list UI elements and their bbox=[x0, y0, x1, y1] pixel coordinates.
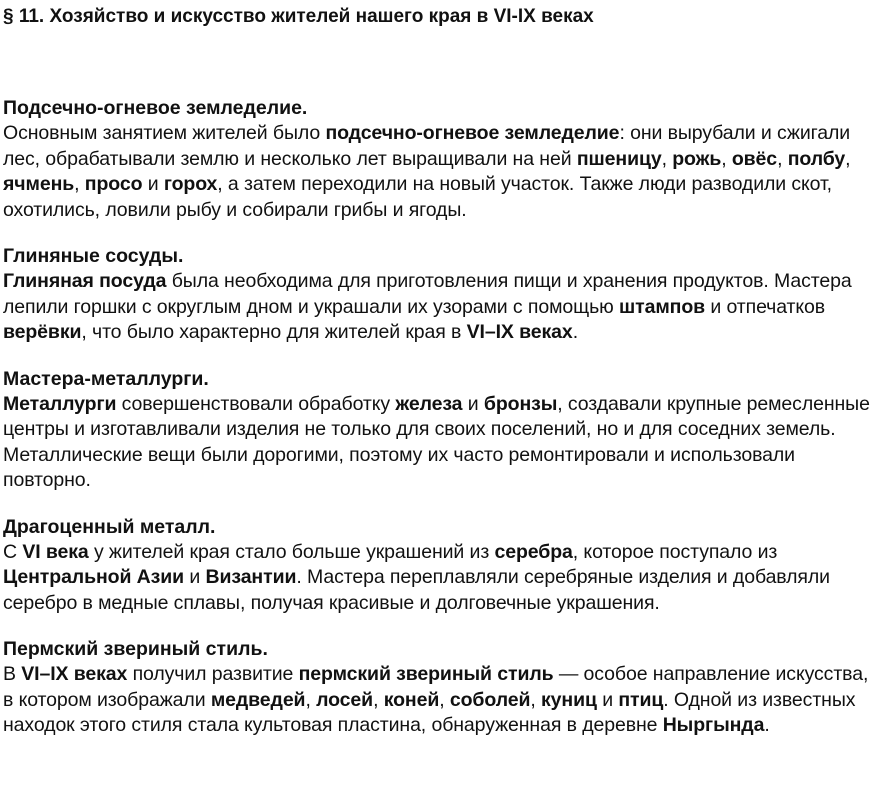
section-paragraph: Металлурги совершенствовали обработку железа и бронзы, создавали крупные ремесленные центры и изготавливали изделия не только для своих поселений, но и для соседних земель. Металлические вещи были дорогими, поэтому их часто ремонтировали и использовали повторно. bbox=[3, 392, 870, 491]
section bbox=[3, 367, 876, 494]
section-paragraph: С VI века у жителей края стало больше украшений из серебра, которое поступало из Центральной Азии и Византии. Мастера переплавляли серебряные изделия и добавляли серебро в медные сплавы, получая красивые и долговечные украшения. bbox=[3, 540, 830, 614]
bold-term: куниц bbox=[541, 688, 597, 711]
bold-term: горох bbox=[163, 173, 218, 195]
bold-term: VI–IX веках bbox=[21, 663, 128, 685]
bold-term: полбу bbox=[787, 147, 846, 170]
bold-term: подсечно-огневое земледелие bbox=[325, 122, 620, 144]
section-heading: Подсечно-огневое земледелие. bbox=[3, 97, 308, 119]
section-heading: Пермский звериный стиль. bbox=[3, 638, 268, 660]
bold-term: просо bbox=[84, 173, 143, 195]
section-paragraph: В VI–IX веках получил развитие пермский звериный стиль — особое направление искусства, в котором изображали медведей, лосей, коней, соболей, куниц и птиц. Одной из известных находок этого стиля стала культовая пластина, обнаруженная в деревне Ныргында. bbox=[3, 663, 869, 736]
bold-term: медведей bbox=[210, 688, 306, 711]
bold-term: Ныргында bbox=[662, 714, 765, 736]
section bbox=[3, 515, 876, 617]
bold-term: железа bbox=[395, 392, 463, 415]
bold-term: VI–IX веках bbox=[466, 321, 573, 343]
bold-term: Византии bbox=[205, 566, 297, 588]
bold-term: Металлурги bbox=[3, 392, 117, 415]
bold-term: ячмень bbox=[3, 173, 75, 195]
section bbox=[3, 637, 876, 739]
bold-term: бронзы bbox=[483, 392, 558, 415]
section bbox=[3, 96, 876, 223]
section-paragraph: Глиняная посуда была необходима для приготовления пищи и хранения продуктов. Мастера лепили горшки с округлым дном и украшали их узорами с помощью штампов и отпечатков верёвки, что было характерно для жителей края в VI–IX веках. bbox=[3, 270, 852, 343]
bold-term: Глиняная посуда bbox=[3, 270, 167, 292]
bold-term: верёвки bbox=[3, 321, 82, 343]
bold-term: пермский звериный стиль bbox=[298, 663, 554, 685]
section-heading: Драгоценный металл. bbox=[3, 515, 216, 538]
bold-term: птиц bbox=[618, 688, 664, 711]
bold-term: штампов bbox=[618, 295, 706, 318]
page-title: § 11. Хозяйство и искусство жителей нашего края в VI-IX веках bbox=[3, 6, 594, 27]
bold-term: Центральной Азии bbox=[3, 566, 185, 588]
bold-term: коней bbox=[383, 688, 440, 711]
bold-term: соболей bbox=[449, 688, 531, 711]
section-paragraph: Основным занятием жителей было подсечно-огневое земледелие: они вырубали и сжигали лес, обрабатывали землю и несколько лет выращивали на ней пшеницу, рожь, овёс, полбу, ячмень, просо и горох, а затем переходили на новый участок. Также люди разводили скот, охотились, ловили рыбу и собирали грибы и ягоды. bbox=[3, 122, 851, 221]
section bbox=[3, 244, 876, 346]
bold-term: VI века bbox=[22, 540, 89, 563]
section-heading: Глиняные сосуды. bbox=[3, 245, 184, 267]
sections-container bbox=[3, 96, 876, 739]
bold-term: рожь bbox=[672, 147, 722, 170]
bold-term: лосей bbox=[316, 688, 374, 711]
bold-term: пшеницу bbox=[576, 147, 662, 170]
bold-term: овёс bbox=[731, 147, 778, 170]
section-heading: Мастера-металлурги. bbox=[3, 367, 209, 390]
bold-term: серебра bbox=[494, 540, 573, 563]
